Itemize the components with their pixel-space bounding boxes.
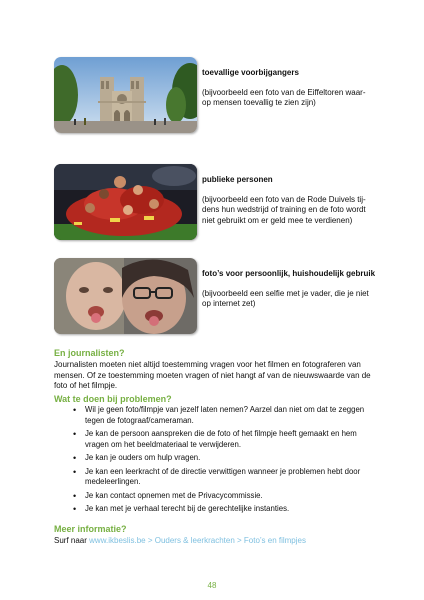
list-item-text: Je kan je ouders om hulp vragen. — [85, 453, 201, 462]
caption-description: (bijvoorbeeld een selfie met je vader, die je niet op internet zet) — [202, 288, 369, 308]
example-block-passersby — [54, 57, 374, 133]
bullet-icon: • — [73, 429, 77, 439]
list-item — [54, 405, 374, 426]
problems-heading: Wat te doen bij problemen? — [54, 394, 172, 404]
list-item — [54, 467, 374, 488]
caption-description: (bijvoorbeeld een foto van de Rode Duivels tij- dens hun wedstrijd of training en de foto wordt niet gebruikt om er geld mee te verdienen) — [202, 194, 366, 225]
caption — [202, 269, 392, 310]
more-info-heading: Meer informatie? — [54, 524, 127, 534]
list-item-text: Je kan de persoon aanspreken die de foto of het filmpje heeft gemaakt en hem vragen om het beeldmateriaal te verwijderen. — [85, 429, 357, 449]
surf-label: Surf naar — [54, 536, 87, 545]
caption — [202, 68, 392, 109]
bullet-icon: • — [73, 453, 77, 463]
bullet-icon: • — [73, 490, 77, 501]
bullet-icon: • — [73, 466, 77, 477]
bullet-icon: • — [73, 504, 77, 514]
caption — [202, 175, 392, 226]
page-number: 48 — [207, 581, 217, 590]
list-item-text: Wil je geen foto/filmpje van jezelf laten nemen? Aarzel dan niet om dat te zeggen tegen de fotograaf/cameraman. — [85, 405, 365, 425]
example-block-public-persons — [54, 164, 374, 240]
list-item — [54, 491, 374, 502]
list-item — [54, 453, 374, 464]
caption-title: toevallige voorbijgangers — [202, 68, 299, 77]
list-item-text: Je kan een leerkracht of de directie verwittigen wanneer je problemen hebt door medeleerlingen. — [85, 466, 361, 486]
problems-list — [54, 405, 374, 518]
ikbeslis-link[interactable]: www.ikbeslis.be > Ouders & leerkrachten > Foto’s en filmpjes — [89, 536, 306, 545]
bullet-icon: • — [73, 405, 77, 415]
caption-title: publieke personen — [202, 175, 273, 184]
list-item-text: Je kan contact opnemen met de Privacycommissie. — [85, 490, 263, 500]
more-info-line — [54, 536, 306, 545]
rode-duivels-photo — [54, 164, 197, 240]
selfie-photo — [54, 258, 197, 334]
list-item-text: Je kan met je verhaal terecht bij de gerechtelijke instanties. — [85, 504, 290, 513]
caption-description: (bijvoorbeeld een foto van de Eiffeltoren waar- op mensen toevallig te zien zijn) — [202, 87, 366, 107]
list-item — [54, 429, 374, 450]
notre-dame-photo — [54, 57, 197, 133]
example-block-personal-use — [54, 258, 374, 334]
journalists-text: Journalisten moeten niet altijd toestemming vragen voor het filmen en fotograferen van mensen. Of ze toestemming moeten vragen of niet hangt af van de nieuwswaarde van de foto of het filmpje. — [54, 360, 371, 390]
caption-title: foto’s voor persoonlijk, huishoudelijk gebruik — [202, 269, 376, 278]
list-item — [54, 504, 374, 515]
journalists-heading: En journalisten? — [54, 348, 125, 358]
